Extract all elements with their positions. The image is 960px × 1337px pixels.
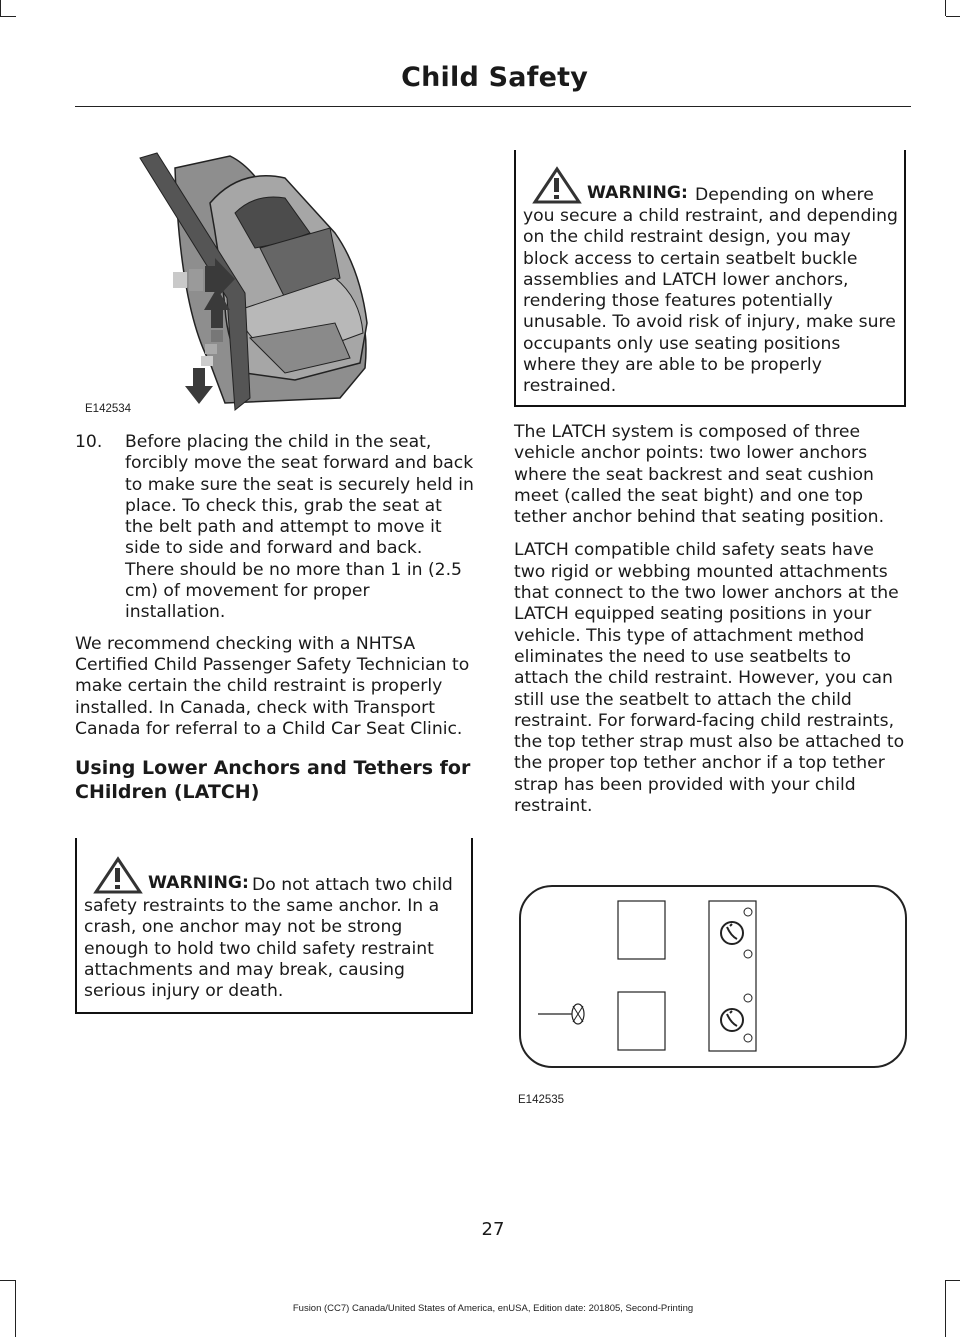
warning-box [514, 150, 906, 407]
figure-label: E142534 [85, 403, 132, 415]
crop-mark [0, 1280, 16, 1281]
crop-mark [946, 16, 960, 17]
latch-anchor-diagram [518, 884, 908, 1070]
paragraph: The LATCH system is composed of three vehicle anchor points: two lower anchors where the seat backrest and seat cushion meet (called the seat bight) and one top tether anchor behind that seating position. [514, 422, 885, 528]
section-heading: Using Lower Anchors and Tethers for CHildren (LATCH) [75, 757, 471, 804]
warning-box [75, 838, 473, 1014]
warning-text: Depending on where you secure a child restraint, and depending on the child restraint design, you may block access to certain seatbelt buckle assemblies and LATCH lower anchors, rendering those features potentially unusable. To avoid risk of injury, make sure occupants only use seating positions where they are able to be properly restrained. [523, 184, 898, 397]
paragraph: We recommend checking with a NHTSA Certified Child Passenger Safety Technician to make certain the child restraint is properly installed. In Canada, check with Transport Canada for referral to a Child Car Seat Clinic. [75, 633, 470, 739]
warning-title: WARNING: [148, 872, 249, 893]
warning-title: WARNING: [587, 182, 688, 203]
edition-footer: Fusion (CC7) Canada/United States of America, enUSA, Edition date: 201805, Second-Printing [292, 1303, 694, 1314]
header-rule [75, 106, 911, 107]
page-number: 27 [481, 1219, 505, 1240]
warning-text: Do not attach two child safety restraints to the same anchor. In a crash, one anchor may not be strong enough to hold two child safety restraint attachments and may break, causing serious injury or death. [84, 874, 453, 1002]
crop-mark [946, 1280, 960, 1281]
warning-icon [523, 166, 583, 206]
crop-mark [945, 0, 946, 16]
left-column [75, 432, 475, 804]
warning-icon [84, 856, 144, 896]
step-number: 10. [75, 432, 103, 452]
crop-mark [0, 0, 1, 16]
figure-label: E142535 [518, 1094, 565, 1106]
page-title: Child Safety [401, 62, 588, 93]
crop-mark [0, 16, 16, 17]
paragraph: LATCH compatible child safety seats have two rigid or webbing mounted attachments that connect to the two lower anchors at the LATCH equipped seating positions in your vehicle. This type of attachment method eliminates the need to use seatbelts to attach the child restraint. However, you can still use the seatbelt to attach the child restraint. For forward-facing child restraints, the top tether strap must also be attached to the proper top tether anchor if a top tether strap has been provided with your child restraint. [514, 540, 905, 817]
step-text: Before placing the child in the seat, forcibly move the seat forward and back to make sure the seat is securely held in place. To check this, grab the seat at the belt path and attempt to move it side to side and forward and back. There should be no more than 1 in (2.5 cm) of movement for proper installation. [125, 432, 474, 623]
right-column [514, 422, 910, 829]
child-seat-illustration [135, 148, 390, 418]
step-item [75, 432, 475, 624]
